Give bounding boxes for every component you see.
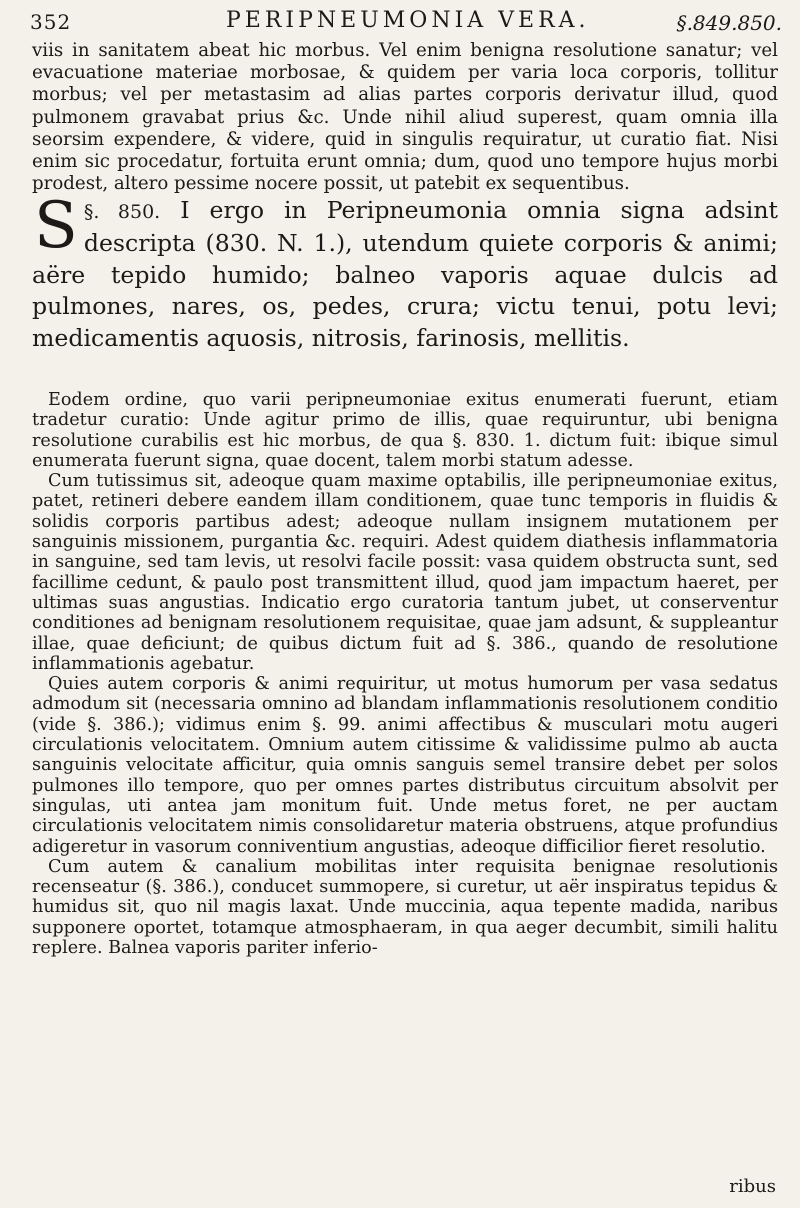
page-header	[30, 6, 782, 36]
commentary-paragraph: Eodem ordine, quo varii peripneumoniae exitus enumerati fuerunt, etiam tradetur curatio: Unde agitur primo de illis, quae requiruntur, ubi benigna resolutione curabilis est hic morbus, de qua §. 830. 1. dictum fuit: ibique simul enumerata fuerunt signa, quae docent, talem morbi statum adesse.	[32, 390, 778, 471]
commentary-paragraph: Cum autem & canalium mobilitas inter requisita benignae resolutionis recenseatur (§. 386.), conducet summopere, si curetur, ut aër inspiratus tepidus & humidus sit, quo nil magis laxat. Unde muccinia, aqua tepente madida, naribus supponere oportet, totamque atmosphaeram, in qua aeger decumbit, simili halitu replere. Balnea vaporis pariter inferio-	[32, 856, 778, 959]
section-range: §.849.850.	[676, 11, 782, 35]
commentary-paragraph: Cum tutissimus sit, adeoque quam maxime optabilis, ille peripneumoniae exitus, patet, retineri debere eandem illam conditionem, quae tunc temporis in fluidis & solidis corporis partibus adest; adeoque nullam insignem mutationem per sanguinis missionem, purgantia &c. requiri. Adest quidem diathesis inflammatoria in sanguine, sed tam levis, ut resolvi facile possit: vasa quidem obstructa sunt, sed facillime cedunt, & paulo post transmittent illud, quod jam impactum haeret, per ultimas suas angustias. Indicatio ergo curatoria tantum jubet, ut conserventur conditiones ad benignam resolutionem requisitae, quae jam adsunt, & suppleantur illae, quae deficiunt; de quibus dictum fuit ad §. 386., quando de resolutione inflammationis agebatur.	[32, 471, 778, 674]
aphorism-section-label: §. 850.	[83, 201, 161, 223]
aphorism-850	[32, 189, 778, 354]
catchword: ribus	[729, 1176, 776, 1197]
aphorism-text: I ergo in Peripneumonia omnia signa adsint descripta (830. N. 1.), utendum quiete corporis & animi; aëre tepido humido; balneo vaporis aquae dulcis ad pulmones, nares, os, pedes, crura; victu tenui, potu levi; medicamentis aquosis, nitrosis, farinosis, mellitis.	[32, 196, 778, 352]
drop-cap: S	[34, 189, 78, 263]
commentary	[32, 390, 778, 958]
running-title: PERIPNEUMONIA VERA.	[226, 8, 590, 33]
page-number: 352	[30, 10, 72, 34]
continuation-paragraph: viis in sanitatem abeat hic morbus. Vel enim benigna resolutione sanatur; vel evacuatione materiae morbosae, & quidem per varia loca corporis, tollitur morbus; vel per metastasim ad alias partes corporis derivatur illud, quod pulmonem gravabat prius &c. Unde nihil aliud superest, quam omnia illa seorsim expendere, & videre, quid in singulis requiratur, ut curatio fiat. Nisi enim sic procedatur, fortuita erunt omnia; dum, quod uno tempore hujus morbi prodest, altero pessime nocere possit, ut patebit ex sequentibus.	[32, 40, 778, 195]
commentary-paragraph: Quies autem corporis & animi requiritur, ut motus humorum per vasa sedatus admodum sit (necessaria omnino ad blandam inflammationis resolutionem conditio (vide §. 386.); vidimus enim §. 99. animi affectibus & musculari motu augeri circulationis velocitatem. Omnium autem citissime & validissime pulmo ab aucta sanguinis velocitate afficitur, quia omnis sanguis semel transire debet per solos pulmones illo tempore, quo per omnes partes distributus circuitum absolvit per singulas, uti antea jam monitum fuit. Unde metus foret, ne per auctam circulationis velocitatem nimis consolidaretur materia obstruens, atque profundius adigeretur in vasorum conniventium angustias, adeoque difficilior fieret resolutio.	[32, 674, 778, 857]
